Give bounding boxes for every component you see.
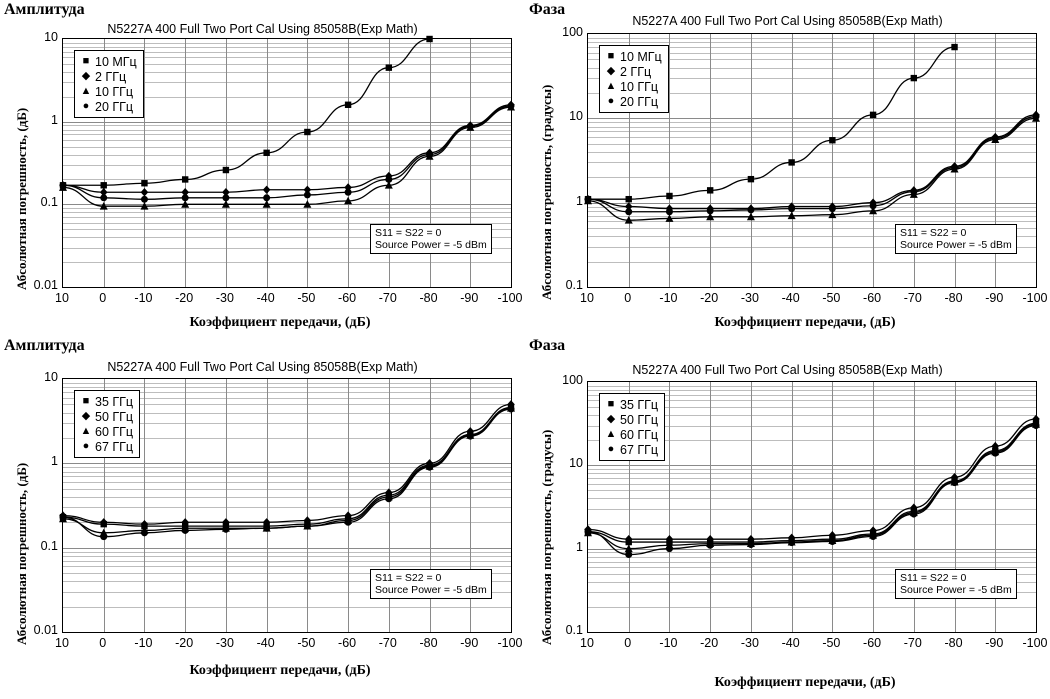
x-axis-tick-label: -20 bbox=[700, 636, 719, 650]
x-axis-tick-label: -40 bbox=[256, 291, 275, 305]
data-point-square bbox=[263, 150, 269, 156]
y-axis-tick-label: 10 bbox=[569, 109, 583, 124]
legend-label: 2 ГГц bbox=[620, 64, 652, 79]
chart-title: N5227A 400 Full Two Port Cal Using 85058B(Exp Math) bbox=[632, 14, 943, 28]
legend-marker-circle-icon: ● bbox=[82, 100, 90, 112]
x-axis-tick-label: -10 bbox=[134, 636, 153, 650]
legend-item bbox=[79, 84, 137, 99]
data-point-circle bbox=[829, 538, 836, 545]
x-axis-title: Коэффициент передачи, (дБ) bbox=[189, 315, 371, 330]
data-point-square bbox=[223, 167, 229, 173]
annotation-box bbox=[370, 224, 492, 254]
legend-label: 20 ГГц bbox=[620, 94, 659, 109]
x-axis-tick-label: -10 bbox=[659, 291, 678, 305]
legend-marker-diamond-icon: ◆ bbox=[606, 65, 616, 77]
data-point-diamond bbox=[263, 186, 271, 194]
x-axis-tick-label: -10 bbox=[134, 291, 153, 305]
data-point-square bbox=[626, 196, 632, 202]
x-axis-tick-label: 10 bbox=[580, 636, 594, 650]
x-axis-tick-label: 0 bbox=[99, 636, 107, 650]
data-point-circle bbox=[870, 533, 877, 540]
annotation-line: Source Power = -5 dBm bbox=[900, 239, 1012, 251]
data-point-circle bbox=[100, 533, 107, 540]
y-axis-tick-label: 0.01 bbox=[33, 623, 58, 637]
x-axis-tick-label: -70 bbox=[903, 636, 922, 650]
data-point-circle bbox=[100, 194, 107, 201]
annotation-line: S11 = S22 = 0 bbox=[900, 572, 967, 584]
legend-label: 50 ГГц bbox=[95, 409, 134, 424]
x-axis-tick-label: -50 bbox=[822, 636, 841, 650]
legend-marker-circle-icon: ● bbox=[82, 440, 90, 452]
data-point-circle bbox=[182, 527, 189, 534]
legend-marker-square-icon: ■ bbox=[607, 50, 615, 62]
data-point-square bbox=[911, 75, 917, 81]
x-axis-tick-label: 10 bbox=[580, 291, 594, 305]
legend-marker-triangle-icon: ▲ bbox=[605, 428, 617, 440]
data-point-diamond bbox=[141, 188, 149, 196]
x-axis-tick-label: -10 bbox=[659, 636, 678, 650]
y-axis-title: Абсолютная погрешность, (градусы) bbox=[539, 429, 554, 645]
legend-marker-triangle-icon: ▲ bbox=[605, 80, 617, 92]
x-axis-tick-label: -80 bbox=[944, 291, 963, 305]
data-point-circle bbox=[141, 196, 148, 203]
panel-heading: Амплитуда bbox=[4, 337, 85, 354]
data-point-square bbox=[386, 64, 392, 70]
data-point-circle bbox=[304, 523, 311, 530]
annotation-box bbox=[370, 569, 492, 599]
data-point-circle bbox=[666, 545, 673, 552]
data-point-circle bbox=[747, 541, 754, 548]
panel-heading: Фаза bbox=[529, 337, 566, 354]
chart-title: N5227A 400 Full Two Port Cal Using 85058B(Exp Math) bbox=[632, 363, 943, 377]
legend-label: 67 ГГц bbox=[620, 442, 659, 457]
x-axis-tick-label: -30 bbox=[740, 636, 759, 650]
legend-item bbox=[79, 394, 133, 409]
annotation-line: Source Power = -5 dBm bbox=[375, 239, 487, 251]
x-axis-tick-label: 0 bbox=[99, 291, 107, 305]
data-point-circle bbox=[788, 539, 795, 546]
y-axis-title: Абсолютная погрешность, (дБ) bbox=[14, 462, 29, 645]
chart-legend bbox=[599, 45, 669, 113]
y-axis-tick-label: 0.1 bbox=[40, 538, 58, 553]
legend-label: 10 ГГц bbox=[95, 84, 134, 99]
y-axis-tick-label: 10 bbox=[569, 456, 583, 471]
data-point-square bbox=[304, 129, 310, 135]
annotation-box bbox=[895, 569, 1017, 599]
annotation-line: S11 = S22 = 0 bbox=[375, 227, 442, 239]
x-axis-tick-label: -100 bbox=[497, 291, 523, 305]
legend-item bbox=[604, 64, 662, 79]
panel-bottom-right bbox=[525, 337, 1050, 699]
panel-top-left bbox=[0, 0, 525, 345]
y-axis-tick-label: 0.1 bbox=[565, 623, 583, 637]
data-point-circle bbox=[951, 479, 958, 486]
data-point-circle bbox=[426, 151, 433, 158]
x-axis-tick-label: 10 bbox=[55, 636, 69, 650]
panel-heading: Фаза bbox=[529, 1, 566, 18]
data-point-circle bbox=[263, 194, 270, 201]
x-axis-tick-label: 10 bbox=[55, 291, 69, 305]
data-point-circle bbox=[992, 450, 999, 457]
data-point-square bbox=[182, 176, 188, 182]
legend-marker-square-icon: ■ bbox=[607, 398, 615, 410]
annotation-line: Source Power = -5 dBm bbox=[375, 584, 487, 596]
legend-marker-circle-icon: ● bbox=[607, 443, 615, 455]
x-axis-tick-label: -70 bbox=[378, 291, 397, 305]
panel-heading: Амплитуда bbox=[4, 1, 85, 18]
x-axis-tick-label: -90 bbox=[985, 636, 1004, 650]
x-axis-tick-label: -20 bbox=[700, 291, 719, 305]
data-point-square bbox=[748, 176, 754, 182]
x-axis-tick-label: -30 bbox=[215, 291, 234, 305]
data-point-circle bbox=[345, 189, 352, 196]
x-axis-tick-label: -70 bbox=[378, 636, 397, 650]
data-point-square bbox=[141, 180, 147, 186]
x-axis-tick-label: -90 bbox=[985, 291, 1004, 305]
x-axis-tick-label: -80 bbox=[944, 636, 963, 650]
data-point-circle bbox=[467, 123, 474, 130]
series-line bbox=[588, 117, 1036, 212]
x-axis-tick-label: -60 bbox=[863, 291, 882, 305]
data-point-circle bbox=[625, 551, 632, 558]
data-point-circle bbox=[870, 202, 877, 209]
y-axis-tick-label: 0.01 bbox=[33, 278, 58, 292]
x-axis-tick-label: -40 bbox=[781, 636, 800, 650]
legend-item bbox=[604, 427, 658, 442]
x-axis-title: Коэффициент передачи, (дБ) bbox=[189, 663, 371, 678]
x-axis-tick-label: -30 bbox=[215, 636, 234, 650]
data-point-square bbox=[951, 44, 957, 50]
legend-item bbox=[79, 439, 133, 454]
data-point-square bbox=[666, 193, 672, 199]
x-axis-tick-label: -50 bbox=[297, 291, 316, 305]
legend-item bbox=[79, 424, 133, 439]
legend-marker-triangle-icon: ▲ bbox=[80, 425, 92, 437]
y-axis-tick-label: 100 bbox=[562, 25, 583, 39]
legend-item bbox=[604, 49, 662, 64]
data-point-circle bbox=[222, 526, 229, 533]
legend-label: 20 ГГц bbox=[95, 99, 134, 114]
panel-bottom-left bbox=[0, 337, 525, 699]
series-line bbox=[63, 107, 511, 206]
chart-title: N5227A 400 Full Two Port Cal Using 85058B(Exp Math) bbox=[107, 22, 418, 36]
data-point-circle bbox=[992, 135, 999, 142]
legend-label: 10 МГц bbox=[620, 49, 662, 64]
annotation-line: S11 = S22 = 0 bbox=[375, 572, 442, 584]
series-line bbox=[588, 118, 1036, 220]
x-axis-tick-label: -20 bbox=[175, 291, 194, 305]
annotation-box bbox=[895, 224, 1017, 254]
data-point-circle bbox=[829, 205, 836, 212]
x-axis-tick-label: -60 bbox=[338, 636, 357, 650]
data-point-square bbox=[101, 182, 107, 188]
legend-item bbox=[604, 94, 662, 109]
y-axis-tick-label: 100 bbox=[562, 373, 583, 387]
data-point-circle bbox=[585, 196, 592, 203]
data-point-square bbox=[829, 137, 835, 143]
y-axis-tick-label: 10 bbox=[44, 30, 58, 44]
data-point-circle bbox=[747, 206, 754, 213]
data-point-circle bbox=[345, 519, 352, 526]
data-point-circle bbox=[788, 205, 795, 212]
x-axis-title: Коэффициент передачи, (дБ) bbox=[714, 675, 896, 690]
y-axis-tick-label: 1 bbox=[576, 539, 583, 554]
x-axis-tick-label: -30 bbox=[740, 291, 759, 305]
chart-title: N5227A 400 Full Two Port Cal Using 85058B(Exp Math) bbox=[107, 360, 418, 374]
data-point-circle bbox=[385, 495, 392, 502]
legend-item bbox=[79, 409, 133, 424]
x-axis-tick-label: -100 bbox=[1022, 291, 1048, 305]
x-axis-tick-label: 0 bbox=[624, 291, 632, 305]
x-axis-tick-label: -70 bbox=[903, 291, 922, 305]
legend-marker-diamond-icon: ◆ bbox=[81, 410, 91, 422]
y-axis-title: Абсолютная погрешность, (дБ) bbox=[14, 107, 29, 290]
annotation-line: Source Power = -5 dBm bbox=[900, 584, 1012, 596]
legend-label: 35 ГГц bbox=[620, 397, 659, 412]
x-axis-tick-label: -50 bbox=[822, 291, 841, 305]
x-axis-tick-label: -100 bbox=[1022, 636, 1048, 650]
data-point-square bbox=[426, 36, 432, 42]
data-point-square bbox=[870, 112, 876, 118]
data-point-circle bbox=[707, 542, 714, 549]
data-point-square bbox=[345, 102, 351, 108]
x-axis-tick-label: -50 bbox=[297, 636, 316, 650]
legend-label: 60 ГГц bbox=[620, 427, 659, 442]
data-point-circle bbox=[1033, 113, 1040, 120]
data-point-circle bbox=[951, 164, 958, 171]
x-axis-tick-label: 0 bbox=[624, 636, 632, 650]
legend-item bbox=[604, 79, 662, 94]
chart-legend bbox=[74, 50, 144, 118]
y-axis-tick-label: 0.1 bbox=[565, 278, 583, 292]
x-axis-tick-label: -90 bbox=[460, 291, 479, 305]
data-point-circle bbox=[1033, 422, 1040, 429]
legend-marker-circle-icon: ● bbox=[607, 95, 615, 107]
data-point-circle bbox=[141, 529, 148, 536]
data-point-circle bbox=[910, 511, 917, 518]
legend-item bbox=[79, 54, 137, 69]
legend-label: 10 МГц bbox=[95, 54, 137, 69]
data-point-square bbox=[788, 159, 794, 165]
y-axis-tick-label: 1 bbox=[51, 112, 58, 127]
legend-item bbox=[79, 99, 137, 114]
legend-item bbox=[79, 69, 137, 84]
data-point-circle bbox=[60, 514, 67, 521]
x-axis-tick-label: -90 bbox=[460, 636, 479, 650]
legend-label: 10 ГГц bbox=[620, 79, 659, 94]
data-point-circle bbox=[60, 182, 67, 189]
data-point-circle bbox=[508, 406, 515, 413]
legend-label: 50 ГГц bbox=[620, 412, 659, 427]
legend-item bbox=[604, 442, 658, 457]
data-point-circle bbox=[707, 207, 714, 214]
legend-marker-triangle-icon: ▲ bbox=[80, 85, 92, 97]
legend-marker-diamond-icon: ◆ bbox=[81, 70, 91, 82]
data-point-circle bbox=[666, 208, 673, 215]
x-axis-title: Коэффициент передачи, (дБ) bbox=[714, 315, 896, 330]
y-axis-title: Абсолютная погрешность, (градусы) bbox=[539, 84, 554, 300]
x-axis-tick-label: -100 bbox=[497, 636, 523, 650]
x-axis-tick-label: -20 bbox=[175, 636, 194, 650]
panel-top-right bbox=[525, 0, 1050, 345]
legend-marker-square-icon: ■ bbox=[82, 55, 90, 67]
legend-label: 2 ГГц bbox=[95, 69, 127, 84]
legend-label: 60 ГГц bbox=[95, 424, 134, 439]
legend-marker-square-icon: ■ bbox=[82, 395, 90, 407]
chart-legend bbox=[599, 393, 665, 461]
chart-legend bbox=[74, 390, 140, 458]
y-axis-tick-label: 1 bbox=[51, 454, 58, 469]
legend-item bbox=[604, 397, 658, 412]
x-axis-tick-label: -60 bbox=[338, 291, 357, 305]
data-point-circle bbox=[263, 525, 270, 532]
x-axis-tick-label: -80 bbox=[419, 291, 438, 305]
data-point-circle bbox=[508, 102, 515, 109]
data-point-circle bbox=[426, 464, 433, 471]
legend-label: 67 ГГц bbox=[95, 439, 134, 454]
data-point-circle bbox=[585, 528, 592, 535]
annotation-line: S11 = S22 = 0 bbox=[900, 227, 967, 239]
data-point-circle bbox=[182, 194, 189, 201]
data-point-circle bbox=[385, 176, 392, 183]
x-axis-tick-label: -40 bbox=[781, 291, 800, 305]
data-point-circle bbox=[467, 433, 474, 440]
data-point-circle bbox=[304, 191, 311, 198]
y-axis-tick-label: 0.1 bbox=[40, 195, 58, 210]
legend-item bbox=[604, 412, 658, 427]
data-point-circle bbox=[222, 194, 229, 201]
x-axis-tick-label: -40 bbox=[256, 636, 275, 650]
data-point-circle bbox=[910, 188, 917, 195]
x-axis-tick-label: -60 bbox=[863, 636, 882, 650]
x-axis-tick-label: -80 bbox=[419, 636, 438, 650]
y-axis-tick-label: 10 bbox=[44, 370, 58, 384]
legend-marker-diamond-icon: ◆ bbox=[606, 413, 616, 425]
data-point-square bbox=[707, 187, 713, 193]
series-line bbox=[63, 106, 511, 199]
data-point-circle bbox=[625, 208, 632, 215]
legend-label: 35 ГГц bbox=[95, 394, 134, 409]
y-axis-tick-label: 1 bbox=[576, 193, 583, 208]
